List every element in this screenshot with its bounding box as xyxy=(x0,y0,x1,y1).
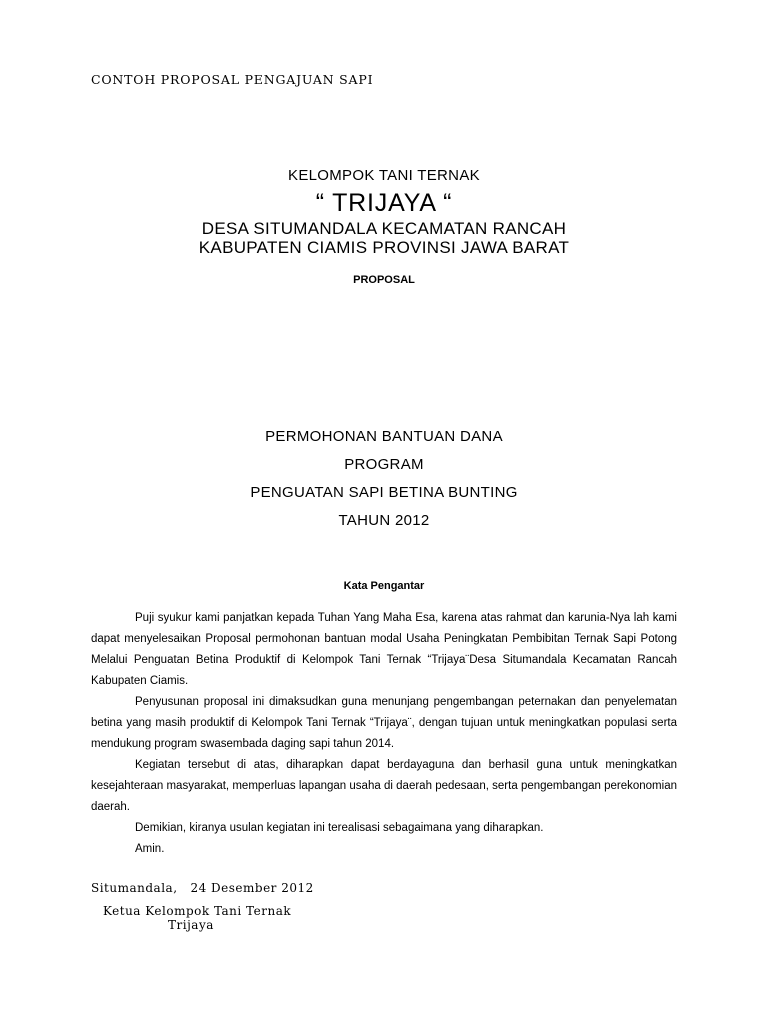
request-program-name: PENGUATAN SAPI BETINA BUNTING xyxy=(250,484,518,501)
signature-name: Trijaya xyxy=(168,918,214,932)
preface-paragraph: Demikian, kiranya usulan kegiatan ini terealisasi sebagaimana yang diharapkan. xyxy=(135,822,544,834)
org-title-line: KELOMPOK TANI TERNAK xyxy=(288,167,480,184)
org-name: “ TRIJAYA “ xyxy=(315,189,453,217)
org-address-village: DESA SITUMANDALA KECAMATAN RANCAH xyxy=(201,219,567,238)
preface-paragraph: Penyusunan proposal ini dimaksudkan guna menunjang pengembangan peternakan dan penyelematan betina yang masih produktif di Kelompok Tani Ternak “Trijaya¨, dengan tujuan untuk meningkatkan populasi serta mendukung program swasembada daging sapi tahun 2014. xyxy=(91,696,677,750)
preface-heading: Kata Pengantar xyxy=(343,580,425,592)
org-address-regency: KABUPATEN CIAMIS PROVINSI JAWA BARAT xyxy=(198,238,570,257)
signature-title: Ketua Kelompok Tani Ternak xyxy=(103,904,292,918)
proposal-label: PROPOSAL xyxy=(353,274,415,286)
request-year: TAHUN 2012 xyxy=(338,512,430,529)
preface-paragraph: Puji syukur kami panjatkan kepada Tuhan Yang Maha Esa, karena atas rahmat dan karunia-Nya lah kami dapat menyelesaikan Proposal permohonan bantuan modal Usaha Peningkatan Pembibitan Ternak Sapi Potong Melalui Penguatan Betina Produktif di Kelompok Tani Ternak “Trijaya¨Desa Situmandala Kecamatan Rancah Kabupaten Ciamis. xyxy=(91,612,677,687)
request-program: PROGRAM xyxy=(344,456,424,473)
preface-body xyxy=(91,608,677,860)
preface-paragraph: Amin. xyxy=(135,843,165,855)
signature-place-date: Situmandala, 24 Desember 2012 xyxy=(91,881,314,895)
document-header: CONTOH PROPOSAL PENGAJUAN SAPI xyxy=(91,72,374,87)
preface-paragraph: Kegiatan tersebut di atas, diharapkan dapat berdayaguna dan berhasil guna untuk meningkatkan kesejahteraan masyarakat, memperluas lapangan usaha di daerah pedesaan, serta pengembangan perekonomian daerah. xyxy=(91,759,677,813)
request-title: PERMOHONAN BANTUAN DANA xyxy=(265,428,503,445)
